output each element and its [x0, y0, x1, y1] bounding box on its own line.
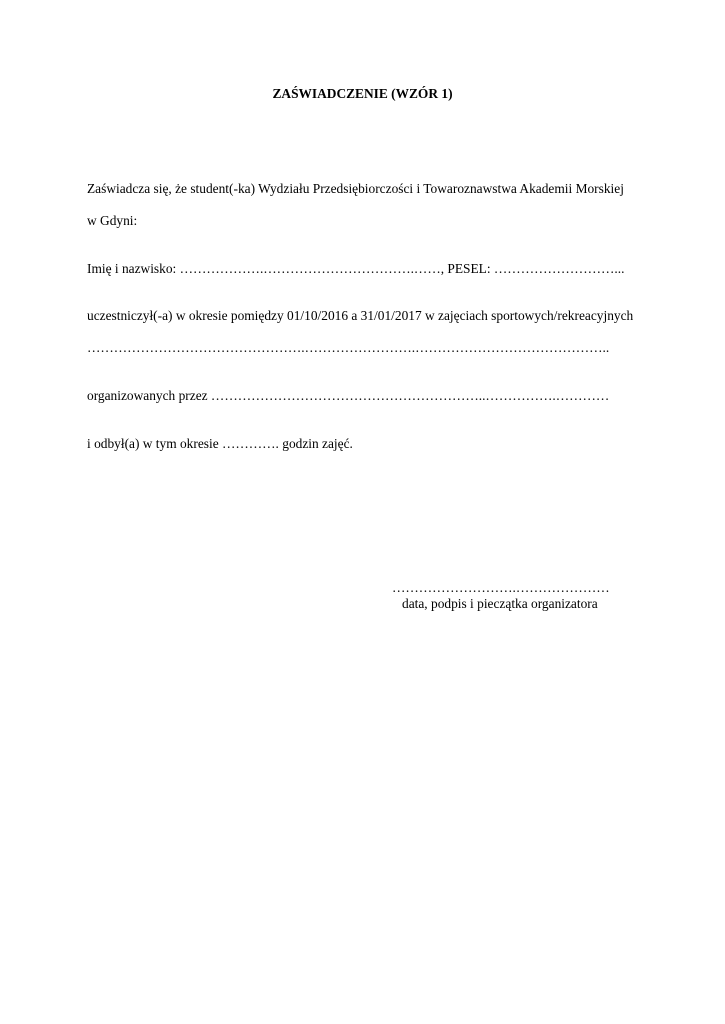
intro-line-2: w Gdyni:: [87, 213, 138, 228]
hours-line: i odbył(a) w tym okresie …………. godzin zajęć.: [87, 436, 353, 451]
signature-label: data, podpis i pieczątka organizatora: [402, 596, 598, 611]
organizer-line: organizowanych przez ……………………………………………………..…………….…………: [87, 388, 610, 403]
participation-line: uczestniczył(-a) w okresie pomiędzy 01/10/2016 a 31/01/2017 w zajęciach sportowych/rekreacyjnych: [87, 308, 634, 323]
intro-line-1: Zaświadcza się, że student(-ka) Wydziału Przedsiębiorczości i Towaroznawstwa Akademii Morskiej: [87, 181, 624, 196]
document-title: ZAŚWIADCZENIE (WZÓR 1): [272, 86, 453, 101]
signature-dotted-line: ……………………….…………………: [392, 580, 610, 595]
activity-dotted-line: ………………………………………….…………………….……………………………………..: [87, 340, 610, 355]
name-pesel-line: Imię i nazwisko: ……………….…………………………….……, PESEL: ………………………...: [87, 261, 625, 276]
